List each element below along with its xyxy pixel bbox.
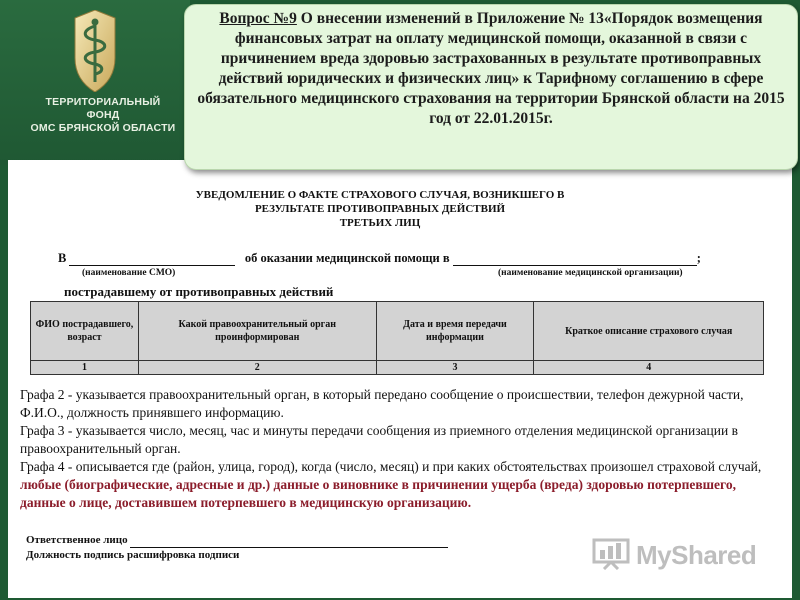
responsible-label: Ответственное лицо	[26, 534, 128, 546]
organization-name-line2: ОМС БРЯНСКОЙ ОБЛАСТИ	[30, 122, 176, 134]
signature-block	[26, 533, 448, 563]
notice-title-line3: ТРЕТЬИХ ЛИЦ	[339, 217, 421, 229]
column-number-3: 3	[376, 361, 534, 375]
responsible-person-row	[26, 533, 448, 548]
header-datetime: Дата и время передачи информации	[376, 302, 534, 361]
caption-org: (наименование медицинской организации)	[498, 268, 683, 278]
watermark-text: MyShared	[636, 540, 757, 570]
header-victim-name: ФИО пострадавшего, возраст	[31, 302, 139, 361]
address-prefix: В	[58, 251, 67, 265]
column-number-1: 1	[31, 361, 139, 375]
presentation-icon	[592, 538, 630, 570]
notice-title	[150, 188, 610, 230]
column-notes	[20, 386, 772, 512]
column-number-4: 4	[534, 361, 764, 375]
note-column-4	[20, 458, 772, 512]
watermark	[592, 534, 782, 576]
note-column-2: Графа 2 - указывается правоохранительный орган, в который передано сообщение о происшествии, телефон дежурной части, Ф.И.О., должность принявшего информацию.	[20, 387, 744, 420]
question-number: Вопрос №9	[219, 10, 297, 27]
column-number-2: 2	[138, 361, 376, 375]
question-banner	[184, 4, 798, 170]
banner-text	[197, 9, 785, 129]
caption-smo: (наименование СМО)	[82, 268, 176, 278]
header-panel	[0, 0, 190, 165]
address-suffix: ;	[696, 251, 701, 265]
notice-title-line1: УВЕДОМЛЕНИЕ О ФАКТЕ СТРАХОВОГО СЛУЧАЯ, ВОЗНИКШЕГО В	[195, 189, 565, 201]
organization-name-line1: ТЕРРИТОРИАЛЬНЫЙ ФОНД	[45, 96, 161, 121]
address-middle: об оказании медицинской помощи в	[244, 251, 450, 265]
organization-name	[28, 96, 178, 135]
caduceus-logo-icon	[72, 10, 118, 92]
notice-title-line2: РЕЗУЛЬТАТЕ ПРОТИВОПРАВНЫХ ДЕЙСТВИЙ	[254, 203, 506, 215]
note-column-4-text: Графа 4 - описывается где (район, улица, город), когда (число, месяц) и при каких обстоятельствах произошел страховой случай,	[20, 459, 762, 474]
header-law-enforcement: Какой правоохранительный орган проинформирован	[138, 302, 376, 361]
question-text: О внесении изменений в Приложение № 13«Порядок возмещения финансовых затрат на оплату медицинской помощи, оказанной в связи с причинением вреда здоровью застрахованных в результате противоправных действий юридических и физических лиц» к Тарифному соглашению в сфере обязательного медицинского страхования на территории Брянской области на 2015 год от 22.01.2015г.	[197, 10, 785, 127]
signature-fields-label: Должность подпись расшифровка подписи	[26, 549, 240, 561]
signature-blank-line	[130, 536, 448, 548]
notification-table	[30, 301, 764, 375]
smo-blank-line	[69, 253, 235, 266]
table-number-row	[31, 361, 764, 375]
victim-label: пострадавшему от противоправных действий	[64, 284, 334, 299]
header-description: Краткое описание страхового случая	[534, 302, 764, 361]
table-header-row	[31, 302, 764, 361]
note-column-3: Графа 3 - указывается число, месяц, час и минуты передачи сообщения из приемного отделения медицинской организации в правоохранительный орган.	[20, 423, 738, 456]
note-column-4-highlight: любые (биографические, адресные и др.) данные о виновнике в причинении ущерба (вреда) здоровью потерпевшего, данные о лице, доставившем потерпевшего в медицинскую организацию.	[20, 477, 736, 510]
org-blank-line	[453, 253, 697, 266]
address-line	[58, 251, 758, 266]
